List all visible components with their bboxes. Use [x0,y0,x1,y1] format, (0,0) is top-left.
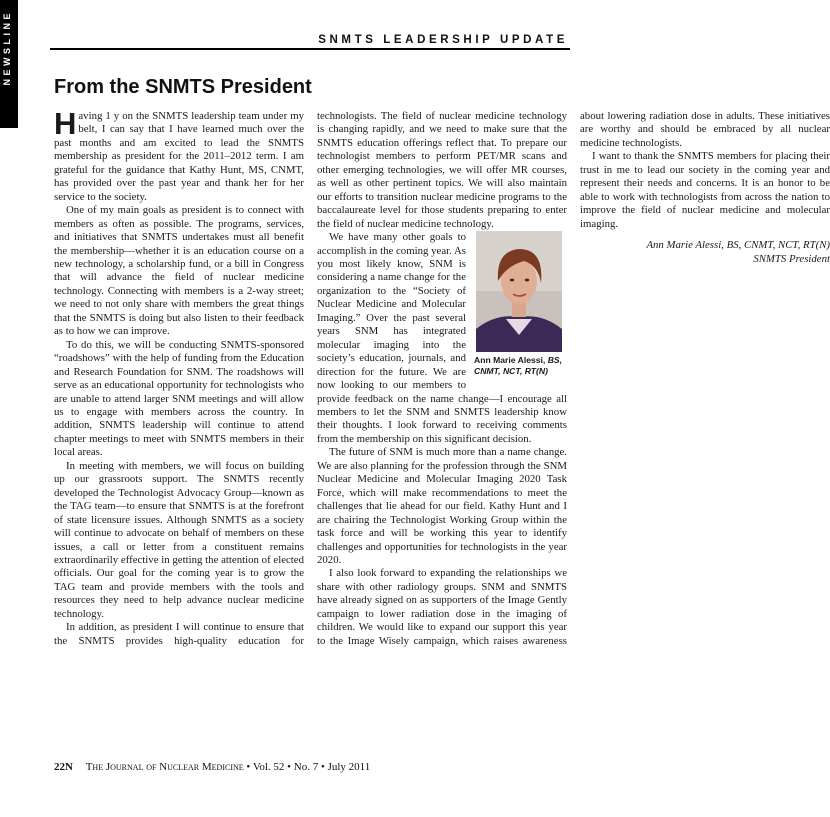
issue-number: No. 7 [293,761,319,773]
newsline-label: NEWSLINE [2,10,12,86]
article-headline: From the SNMTS President [54,76,312,98]
paragraph-8: I also look forward to expanding the relationships we share with other radiology groups. SNM and SNMTS have already signed on as supporters of the Image Gently campaign to lower radiation dose in the imaging of children. We would like to expand our support this year to the Image Wisely campaign, which raises awareness about lowering radiation dose in adults. These initiatives are worthy and should be embraced by all nuclear medicine technologists. [317,110,830,647]
author-photo [476,231,562,352]
issue-date: July 2011 [327,761,371,773]
paragraph-7: The future of SNM is much more than a name change. We are also planning for the profession through the SNM Nuclear Medicine and Molecular Imaging 2020 Task Force, which will make recommendations to meet the challenges that lie ahead for our field. Kathy Hunt and I are chairing the Technologist Working Group within the task force and will be working this year to identify challenges and opportunities for technologists in the year 2020. [317,446,567,566]
page-number: 22N [54,761,73,773]
page-footer: 22N The Journal of Nuclear Medicine • Vol. 52 • No. 7 • July 2011 [54,761,371,773]
volume: Vol. 52 [252,761,285,773]
header-rule [50,48,570,50]
paragraph-5: In addition, as president I will continue to ensure that the SNMTS provides high-quality education for technologists. The field of nuclear medicine technology is changing rapidly, and we need to make sure that the SNMTS education offerings reflect that. To prepare our technologist members to perform PET/MR scans and other emerging technologies, we will offer MR courses, as well as other pertinent topics. We will also maintain our efforts to transition nuclear medicine programs to the baccalaureate level for those students preparing to enter the field of nuclear medicine technology. [54,110,567,647]
paragraph-6: Ann Marie Alessi, BS, CNMT, NCT, RT(N) We have many other goals to accomplish in the coming year. As you most likely know, SNM is considering a name change for the organization to the “Society of Nuclear Medicine and Molecular Imaging.” Over the past several years SNM has integrated molecular imaging into the society’s education, journals, and direction for the future. We are now looking to our members to provide feedback on the name change—I encourage all members to let the SNM and SNMTS leadership know their thoughts. I look forward to receiving comments from the membership on this significant decision. [317,231,567,445]
paragraph-4: In meeting with members, we will focus on building up our grassroots support. The SNMTS recently developed the Technologist Advocacy Group—known as the TAG team—to ensure that SNMTS is at the forefront of state licensure issues. Although SNMTS as a society will continue to advocate on behalf of members on these issues, a call or letter from a constituent remains extraordinarily effective in getting the attention of elected officials. Our goal for the coming year is to grow the TAG team and provide members with the tools and resources they need to help advance nuclear medicine technology. [54,459,304,620]
drop-cap: H [54,106,77,141]
paragraph-1: Having 1 y on the SNMTS leadership team under my belt, I can say that I have learned much over the past months and am excited to lead the SNMTS membership as president for the 2011–2012 term. I am grateful for the guidance that Kathy Hunt, MS, CNMT, has provided over the past year and thank her for her service to the society. [54,106,304,203]
photo-caption: Ann Marie Alessi, BS, CNMT, NCT, RT(N) [474,355,563,377]
author-photo-block [474,231,567,377]
newsline-side-tab [0,0,18,128]
journal-name: The Journal of Nuclear Medicine [85,761,244,773]
paragraph-2: One of my main goals as president is to connect with members as often as possible. The programs, services, and initiatives that SNMTS undertakes must all benefit the membership—whether it is an education course on a new technology, a scholarship fund, or a bill in Congress that will advance the field of nuclear medicine technology. Connecting with members is a 2-way street; we need to not only share with members the great things that the SNMTS is doing but also listen to their feedback as to how we can improve. [54,204,304,338]
paragraph-9: I want to thank the SNMTS members for placing their trust in me to lead our society in the coming year and represent their needs and concerns. It is an honor to be able to work with technologists from across the nation to improve the field of nuclear medicine and molecular imaging. [580,150,830,230]
author-signature: Ann Marie Alessi, BS, CNMT, NCT, RT(N) SNMTS President [646,239,830,265]
article-body [54,106,830,650]
paragraph-3: To do this, we will be conducting SNMTS-sponsored “roadshows” with the help of funding from the Education and Research Foundation for SNM. The roadshows will serve as an educational opportunity for technologists who are unable to attend larger SNM meetings and will allow us to engage with members across the country. In addition, SNMTS leadership will continue to attend chapter meetings to meet with SNMTS members in their local areas. [54,338,304,459]
section-title: SNMTS LEADERSHIP UPDATE [318,34,568,46]
